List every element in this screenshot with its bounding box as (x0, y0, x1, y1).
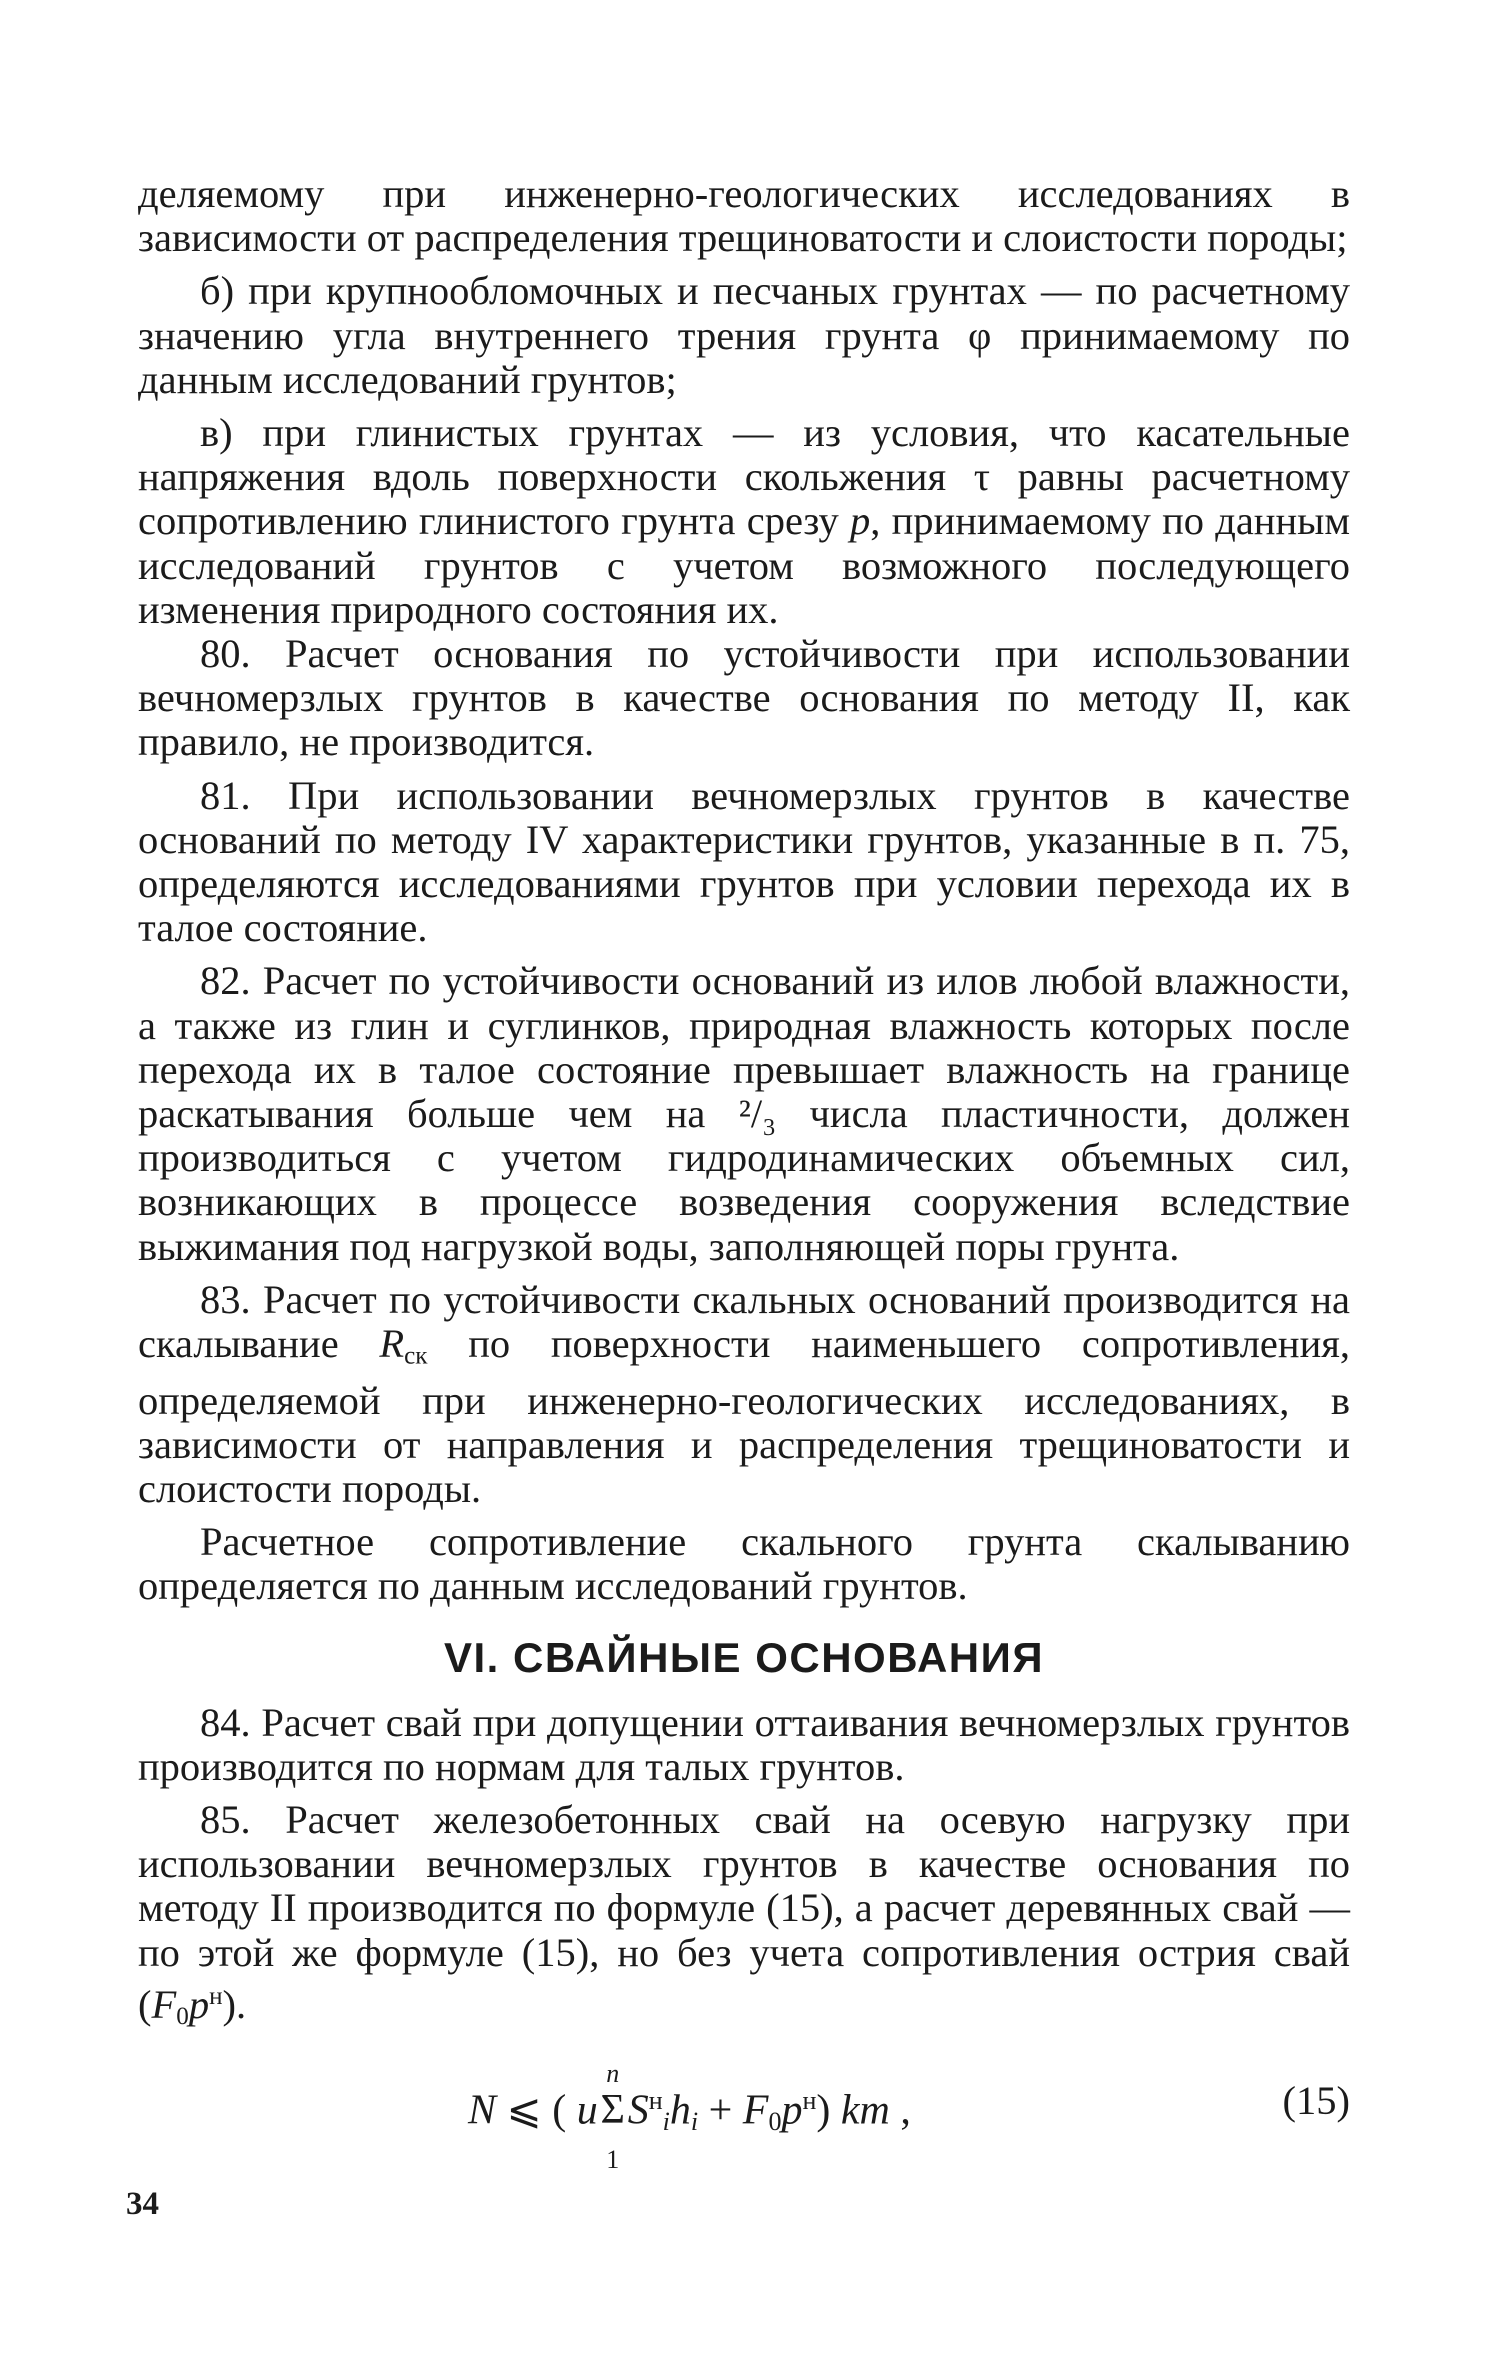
paragraph-text: 82. Расчет по устойчивости оснований из илов любой влажности, а также из глин и суглинков, природная влажность которых после перехода их в талое состояние превышает влажность на границе раскатывания больше чем на (138, 958, 1350, 1137)
paragraph-85 (138, 1798, 1350, 2039)
formula-plus: + (698, 2087, 743, 2134)
paragraph-text: числа пластичности, должен производиться с учетом гидродинамических объемных сил, возникающих в процессе возведения сооружения вследствие выжимания под нагрузкой воды, заполняющей поры грунта. (138, 1091, 1350, 1269)
paragraph-calc-resistance (138, 1520, 1350, 1608)
formula-symbol-u: u (576, 2087, 598, 2134)
formula-subscript-zero: 0 (768, 2106, 782, 2136)
symbol-R: R (379, 1321, 405, 1367)
superscript-n: н (209, 1982, 223, 2010)
paragraph-text: , принимаемому по данным исследований грунтов с учетом возможного последующего изменения природного состояния их. (138, 498, 1350, 632)
paragraph-83 (138, 1278, 1350, 1511)
formula-comma: , (889, 2087, 911, 2134)
equation-number: (15) (1282, 2078, 1350, 2124)
paragraph-text: б) при крупнообломочных и песчаных грунтах — по расчетному значению угла внутреннего трения грунта φ принимаемому по данным исследований грунтов; (138, 268, 1350, 402)
text-column (138, 172, 1350, 2215)
paragraph-text: 83. Расчет по устойчивости скальных оснований производится на скалывание (138, 1276, 1350, 1367)
paragraph-text: Расчетное сопротивление скального грунта скалыванию определяется по данным исследований грунтов. (138, 1519, 1350, 1609)
fraction-two-thirds: ²/₃ (738, 1091, 777, 1137)
section-heading: VI. СВАЙНЫЕ ОСНОВАНИЯ (443, 1633, 1045, 1681)
formula-subscript-i: i (690, 2106, 699, 2136)
formula-symbol-N: N (468, 2087, 497, 2134)
paragraph-text: по поверхности наименьшего сопротивления, определяемой при инженерно-геологических исследованиях, в зависимости от направления и распределения трещиноватости и слоистости породы. (138, 1321, 1350, 1511)
subscript-zero: 0 (176, 2002, 189, 2030)
formula-superscript-n: н (802, 2086, 817, 2116)
formula-expression (468, 2059, 911, 2175)
page-number: 34 (126, 2186, 159, 2222)
paragraph-84 (138, 1701, 1350, 1789)
summation-lower-limit: 1 (606, 2145, 620, 2175)
paragraph-text: 80. Расчет основания по устойчивости при использовании вечномерзлых грунтов в качестве основания по методу II, как правило, не производится. (138, 631, 1350, 765)
summation (598, 2059, 628, 2175)
paragraph-82 (138, 959, 1350, 1268)
paragraph-text: 85. Расчет железобетонных свай на осевую нагрузку при использовании вечномерзлых грунтов в качестве основания по методу II производится по формуле (15), а расчет деревянных свай — по этой же формуле (15), но без учета сопротивления острия свай ( (138, 1796, 1350, 2027)
paragraph-item-v (138, 411, 1350, 632)
summation-upper-limit: n (606, 2059, 620, 2089)
formula-15 (138, 2045, 1350, 2215)
formula-symbol-km: km (840, 2087, 890, 2134)
formula-symbol-F: F (742, 2087, 769, 2134)
formula-superscript-n: н (648, 2086, 663, 2116)
paragraph-text: 84. Расчет свай при допущении оттаивания вечномерзлых грунтов производится по нормам для талых грунтов. (138, 1699, 1350, 1789)
formula-relation: ⩽ ( (496, 2087, 577, 2134)
paragraph-item-b (138, 269, 1350, 402)
subscript-sk: ск (404, 1342, 428, 1370)
formula-symbol-p: p (781, 2087, 803, 2134)
formula-close-paren: ) (816, 2087, 841, 2134)
summation-sign: Σ (600, 2087, 625, 2134)
paragraph-text: деляемому при инженерно-геологических исследованиях в зависимости от распределения трещиноватости и слоистости породы; (138, 171, 1350, 261)
symbol-p: p (850, 498, 871, 544)
paragraph-text: ). (222, 1981, 247, 2027)
symbol-p: p (188, 1981, 210, 2027)
paragraph-81 (138, 774, 1350, 951)
formula-symbol-S: S (627, 2087, 649, 2134)
paragraph-continuation (138, 172, 1350, 260)
paragraph-text: в) при глинистых грунтах — из условия, что касательные напряжения вдоль поверхности скольжения τ равны расчетному сопротивлению глинистого грунта срезу (138, 410, 1350, 544)
formula-symbol-h: h (669, 2087, 691, 2134)
paragraph-text: 81. При использовании вечномерзлых грунтов в качестве оснований по методу IV характеристики грунтов, указанные в п. 75, определяются исследованиями грунтов при условии перехода их в талое состояние. (138, 772, 1350, 951)
formula-subscript-i: i (662, 2106, 670, 2136)
paragraph-80 (138, 632, 1350, 765)
symbol-F: F (151, 1981, 177, 2027)
